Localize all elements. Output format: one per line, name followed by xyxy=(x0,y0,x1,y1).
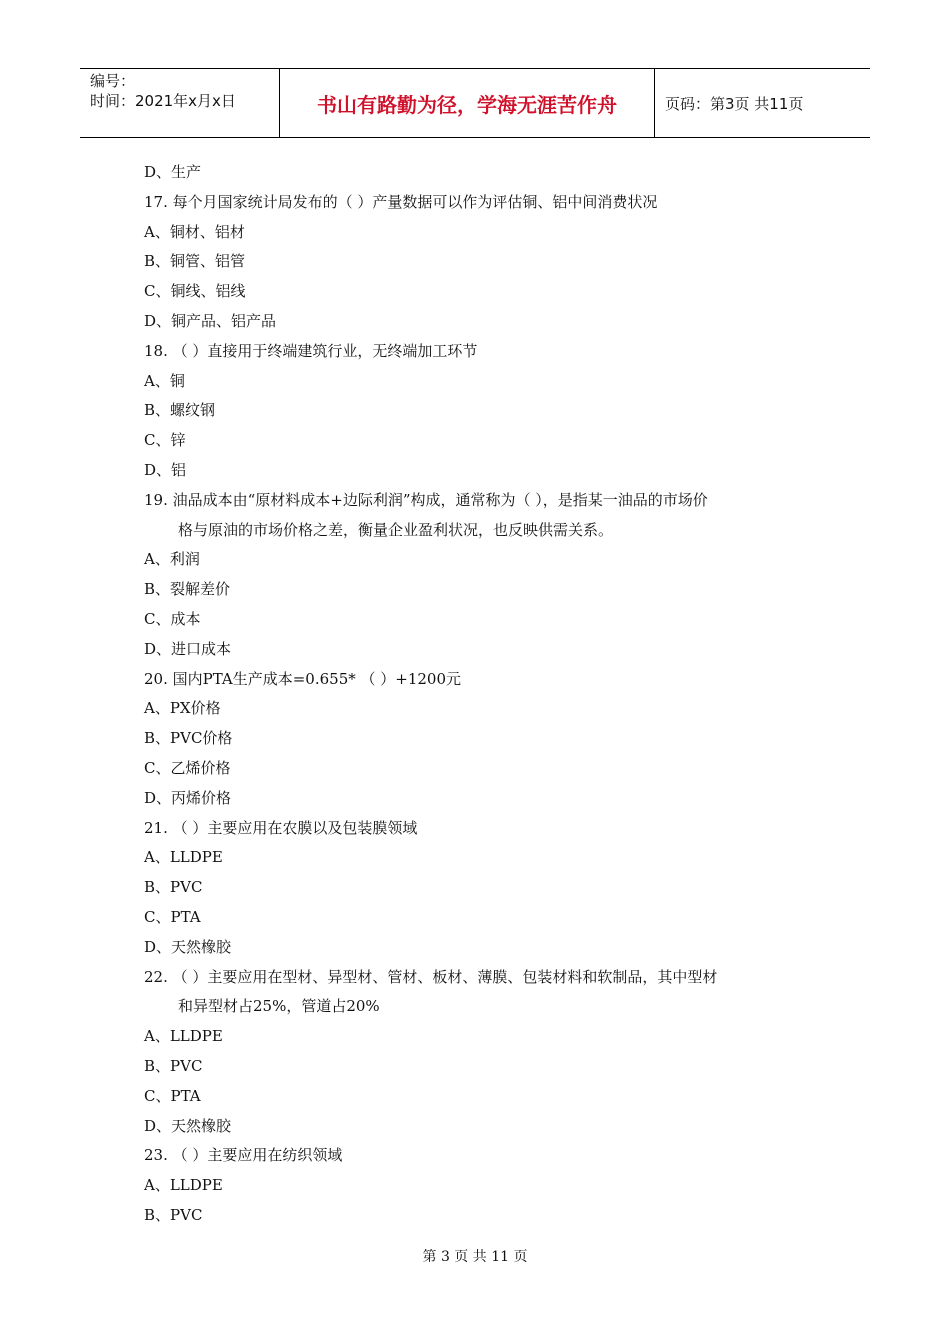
option-line: A、LLDPE xyxy=(144,1027,223,1046)
question-line: 17. 每个月国家统计局发布的（ ）产量数据可以作为评估铜、铝中间消费状况 xyxy=(144,192,658,211)
header-slogan: 书山有路勤为径，学海无涯苦作舟 xyxy=(280,69,655,137)
page-footer: 第 3 页 共 11 页 xyxy=(422,1249,528,1265)
question-line: 22. （ ）主要应用在型材、异型材、管材、板材、薄膜、包装材料和软制品，其中型材 xyxy=(144,967,718,986)
option-line: C、乙烯价格 xyxy=(144,758,231,777)
option-line: D、天然橡胶 xyxy=(144,1116,232,1135)
question-line: 21. （ ）主要应用在农膜以及包装膜领域 xyxy=(144,818,418,837)
option-line: D、丙烯价格 xyxy=(144,788,232,807)
header-meta xyxy=(80,69,280,137)
option-line: B、PVC xyxy=(144,878,203,897)
option-line: A、LLDPE xyxy=(144,848,223,867)
serial-label: 编号： xyxy=(90,72,136,90)
option-line: A、PX价格 xyxy=(144,699,221,718)
option-line: A、利润 xyxy=(144,550,200,569)
question-line: 18. （ ）直接用于终端建筑行业，无终端加工环节 xyxy=(144,341,478,360)
option-line: D、铜产品、铝产品 xyxy=(144,311,277,330)
option-line: D、进口成本 xyxy=(144,639,232,658)
option-line: C、锌 xyxy=(144,431,186,450)
option-line: D、天然橡胶 xyxy=(144,937,232,956)
date-label: 时间：2021年x月x日 xyxy=(90,92,236,110)
option-line: B、PVC xyxy=(144,1205,203,1224)
option-line: A、LLDPE xyxy=(144,1176,223,1195)
option-line: C、铜线、铝线 xyxy=(144,282,246,301)
question-list xyxy=(144,158,824,1231)
option-line: B、铜管、铝管 xyxy=(144,252,246,271)
question-continuation-line: 和异型材占25%，管道占20% xyxy=(178,997,380,1016)
header-page-label: 页码：第3页 共11页 xyxy=(665,94,804,113)
option-line: B、螺纹钢 xyxy=(144,401,216,420)
question-line: 20. 国内PTA生产成本=0.655* （ ）+1200元 xyxy=(144,669,462,688)
question-continuation-line: 格与原油的市场价格之差，衡量企业盈利状况，也反映供需关系。 xyxy=(178,520,614,539)
option-line: C、PTA xyxy=(144,1086,201,1105)
option-line: A、铜材、铝材 xyxy=(144,222,245,241)
option-line: B、PVC xyxy=(144,1056,203,1075)
question-line: 19. 油品成本由“原材料成本+边际利润”构成，通常称为（ ），是指某一油品的市场价 xyxy=(144,490,708,509)
option-line: C、PTA xyxy=(144,907,201,926)
option-line: B、PVC价格 xyxy=(144,729,233,748)
option-line: D、铝 xyxy=(144,460,187,479)
option-line: B、裂解差价 xyxy=(144,580,231,599)
option-line: C、成本 xyxy=(144,609,201,628)
question-line: 23. （ ）主要应用在纺织领域 xyxy=(144,1146,343,1165)
option-line: A、铜 xyxy=(144,371,185,390)
page-header xyxy=(80,68,870,138)
option-line: D、生产 xyxy=(144,163,202,181)
